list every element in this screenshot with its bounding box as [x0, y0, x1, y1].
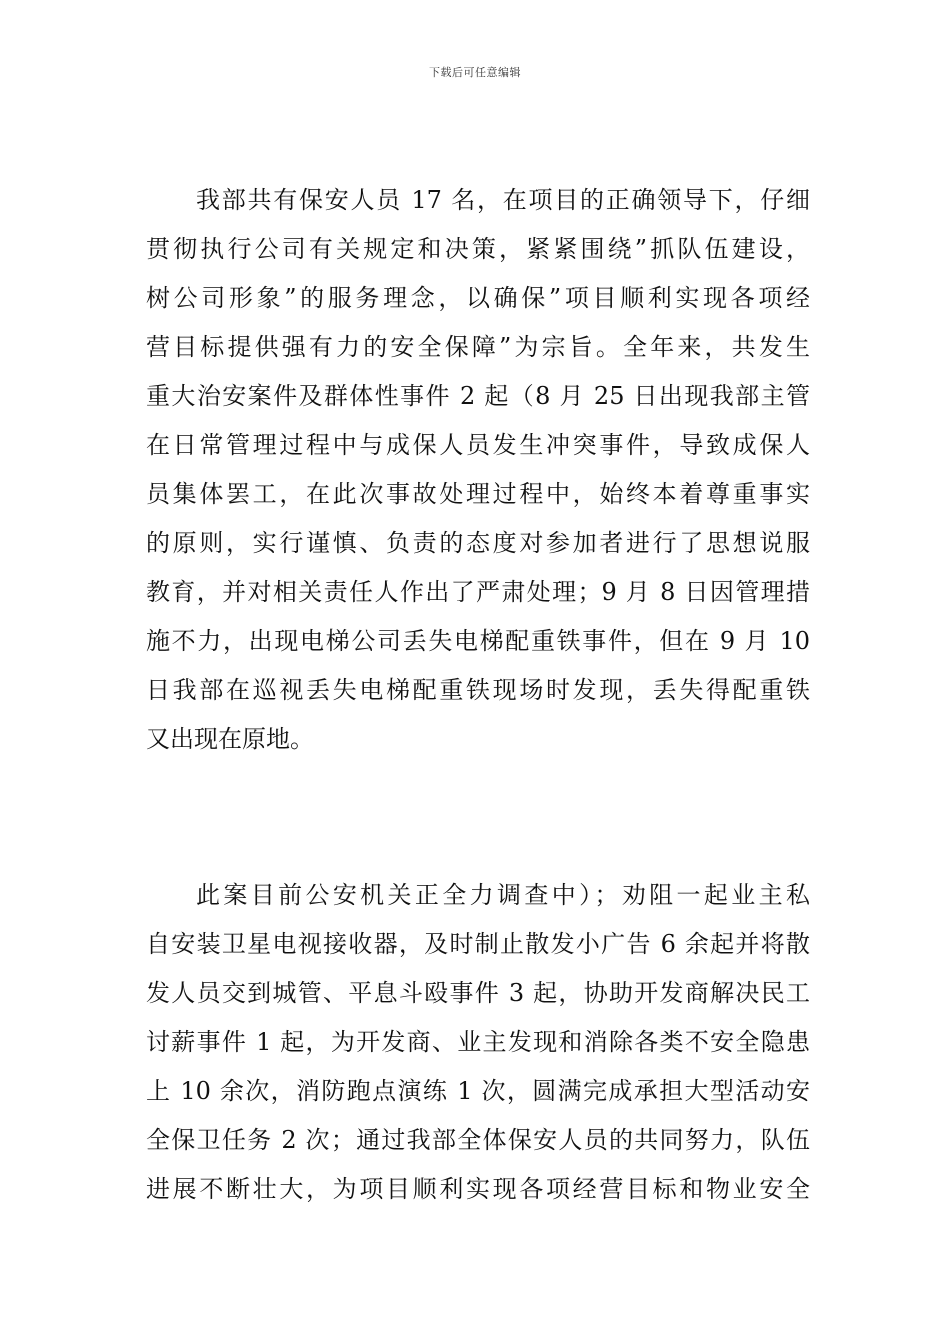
- text-line: 营目标提供强有力的安全保障”为宗旨。全年来，共发生: [146, 333, 810, 361]
- text-line: 自安装卫星电视接收器，及时制止散发小广告 6 余起并将散: [146, 930, 810, 958]
- text-line: 发人员交到城管、平息斗殴事件 3 起，协助开发商解决民工: [146, 979, 810, 1007]
- text-line: 我部共有保安人员 17 名，在项目的正确领导下，仔细: [196, 186, 810, 214]
- text-line: 又出现在原地。: [146, 725, 314, 753]
- page-header: 下载后可任意编辑: [429, 66, 521, 79]
- paragraph-2: [146, 876, 810, 1219]
- text-line: 施不力，出现电梯公司丢失电梯配重铁事件，但在 9 月 10: [146, 627, 810, 655]
- text-line: 树公司形象”的服务理念，以确保”项目顺利实现各项经: [146, 284, 810, 312]
- text-line: 重大治安案件及群体性事件 2 起（8 月 25 日出现我部主管: [146, 382, 810, 410]
- text-line: 上 10 余次，消防跑点演练 1 次，圆满完成承担大型活动安: [146, 1077, 810, 1105]
- text-line: 进展不断壮大，为项目顺利实现各项经营目标和物业安全: [146, 1175, 810, 1203]
- text-line: 员集体罢工，在此次事故处理过程中，始终本着尊重事实: [146, 480, 810, 508]
- text-line: 此案目前公安机关正全力调查中）；劝阻一起业主私: [196, 881, 810, 909]
- text-line: 教育，并对相关责任人作出了严肃处理；9 月 8 日因管理措: [146, 578, 810, 606]
- text-line: 讨薪事件 1 起，为开发商、业主发现和消除各类不安全隐患: [146, 1028, 810, 1056]
- paragraph-1: [146, 181, 810, 769]
- text-line: 贯彻执行公司有关规定和决策，紧紧围绕”抓队伍建设，: [146, 235, 810, 263]
- text-line: 全保卫任务 2 次；通过我部全体保安人员的共同努力，队伍: [146, 1126, 810, 1154]
- text-line: 在日常管理过程中与成保人员发生冲突事件，导致成保人: [146, 431, 810, 459]
- text-line: 日我部在巡视丢失电梯配重铁现场时发现，丢失得配重铁: [146, 676, 810, 704]
- text-line: 的原则，实行谨慎、负责的态度对参加者进行了思想说服: [146, 529, 810, 557]
